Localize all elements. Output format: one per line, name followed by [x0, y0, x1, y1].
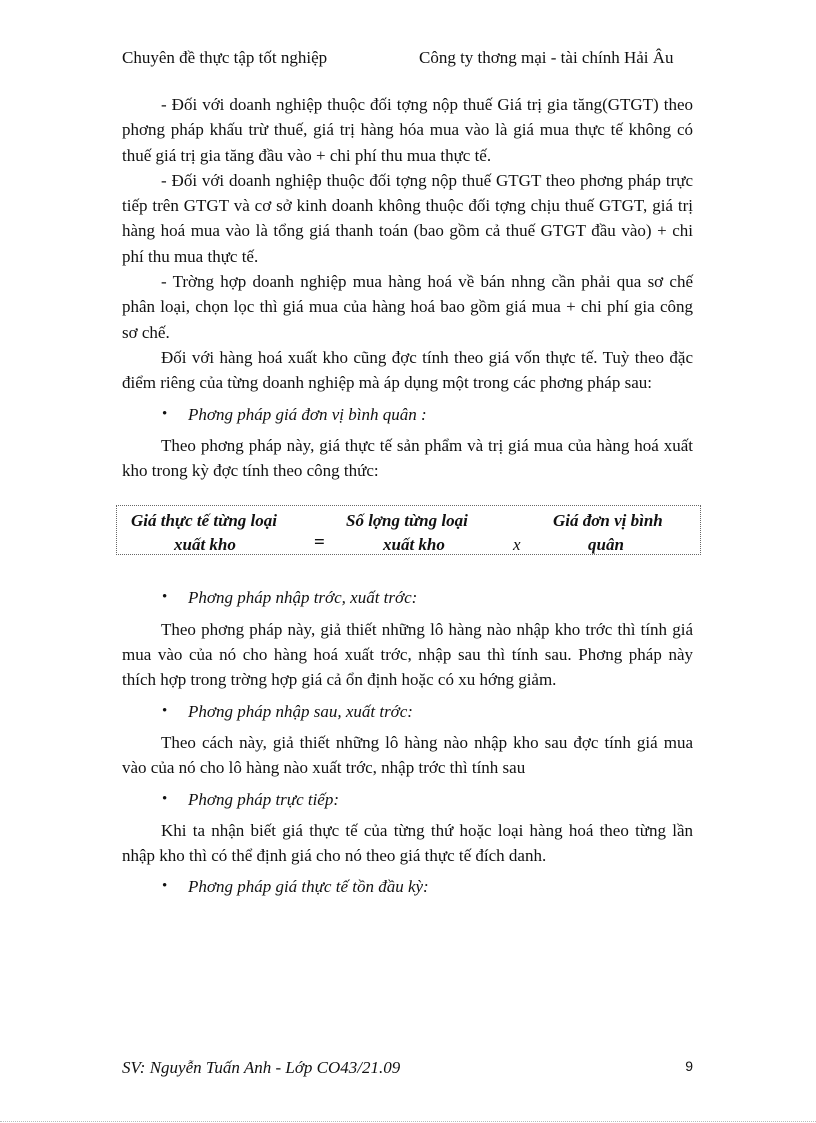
- bullet-icon: •: [162, 702, 168, 719]
- bullet-specific-identification: [122, 787, 693, 812]
- formula-equals-sign: =: [314, 532, 325, 554]
- bullet-fifo: [122, 585, 693, 610]
- formula-term-unit-price-line2: quân: [588, 535, 624, 555]
- bullet-icon: •: [162, 790, 168, 807]
- paragraph-average-method: Theo phơng pháp này, giá thực tế sản phẩm và trị giá mua của hàng hoá xuất kho trong kỳ đợc tính theo công thức:: [122, 435, 693, 481]
- paragraph-gtgt-deduction: - Đối với doanh nghiệp thuộc đối tợng nộp thuế Giá trị gia tăng(GTGT) theo phơng pháp khấu trừ thuế, giá trị hàng hóa mua vào là giá mua thực tế không có thuế giá trị gia tăng đầu vào + chi phí thu mua thực tế.: [122, 95, 693, 165]
- paragraph-gtgt-direct: - Đối với doanh nghiệp thuộc đối tợng nộp thuế GTGT theo phơng pháp trực tiếp trên GTGT và cơ sở kinh doanh không thuộc đối tợng chịu thuế GTGT, giá trị hàng hoá mua vào là tổng giá thanh toán (bao gồm cả thuế GTGT đầu vào) + chi phí thu mua thực tế.: [122, 170, 693, 266]
- formula-term-quantity-line2: xuất kho: [383, 535, 445, 555]
- header-company-name: Công ty thơng mại - tài chính Hải Âu: [419, 48, 674, 67]
- bullet-icon: •: [162, 878, 168, 895]
- bullet-icon: •: [162, 405, 168, 422]
- page-header: [122, 48, 722, 72]
- paragraph-preprocessing: - Trờng hợp doanh nghiệp mua hàng hoá về bán nhng cần phải qua sơ chế phân loại, chọn lọc thì giá mua của hàng hoá bao gồm giá mua + chi phí gia công sơ chế.: [122, 272, 693, 342]
- formula-box: [116, 505, 701, 555]
- footer-student-info: SV: Nguyễn Tuấn Anh - Lớp CO43/21.09: [122, 1058, 401, 1077]
- formula-multiply-sign: x: [513, 535, 521, 555]
- bullet-icon: •: [162, 589, 168, 606]
- bullet-average-price: [122, 402, 693, 427]
- bullet-opening-inventory: [122, 874, 693, 899]
- bullet-opening-inventory-text: Phơng pháp giá thực tế tồn đầu kỳ:: [188, 877, 429, 897]
- bullet-fifo-text: Phơng pháp nhập trớc, xuất trớc:: [188, 588, 418, 608]
- formula-term-actual-price: Giá thực tế từng loại: [131, 511, 277, 531]
- document-body: [122, 92, 693, 900]
- paragraph-fifo: Theo phơng pháp này, giả thiết những lô hàng nào nhập kho trớc thì tính giá mua vào của nó cho hàng hoá xuất trớc, nhập sau thì tính sau. Phơng pháp này thích hợp trong trờng hợp giá cả ổn định hoặc có xu hớng giảm.: [122, 619, 693, 690]
- paragraph-lifo: Theo cách này, giả thiết những lô hàng nào nhập kho sau đợc tính giá mua vào của nó cho lô hàng nào xuất trớc, nhập trớc thì tính sau: [122, 732, 693, 778]
- bottom-divider: [0, 1121, 816, 1122]
- formula-term-quantity: Số lợng từng loại: [346, 511, 468, 531]
- bullet-specific-identification-text: Phơng pháp trực tiếp:: [188, 789, 340, 809]
- bullet-lifo-text: Phơng pháp nhập sau, xuất trớc:: [188, 701, 413, 721]
- bullet-lifo: [122, 699, 693, 724]
- header-thesis-title: Chuyên đề thực tập tốt nghiệp: [122, 48, 328, 67]
- page-footer: [122, 1058, 693, 1082]
- paragraph-export-cost: Đối với hàng hoá xuất kho cũng đợc tính theo giá vốn thực tế. Tuỳ theo đặc điểm riêng của từng doanh nghiệp mà áp dụng một trong các phơng pháp sau:: [122, 347, 693, 393]
- formula-term-actual-price-line2: xuất kho: [174, 535, 236, 555]
- page-number: 9: [685, 1058, 693, 1074]
- paragraph-specific-identification: Khi ta nhận biết giá thực tế của từng thứ hoặc loại hàng hoá theo từng lần nhập kho thì có thể định giá cho nó theo giá thực tế đích danh.: [122, 820, 693, 866]
- bullet-average-price-text: Phơng pháp giá đơn vị bình quân :: [188, 404, 427, 424]
- formula-term-unit-price: Giá đơn vị bình: [553, 511, 663, 531]
